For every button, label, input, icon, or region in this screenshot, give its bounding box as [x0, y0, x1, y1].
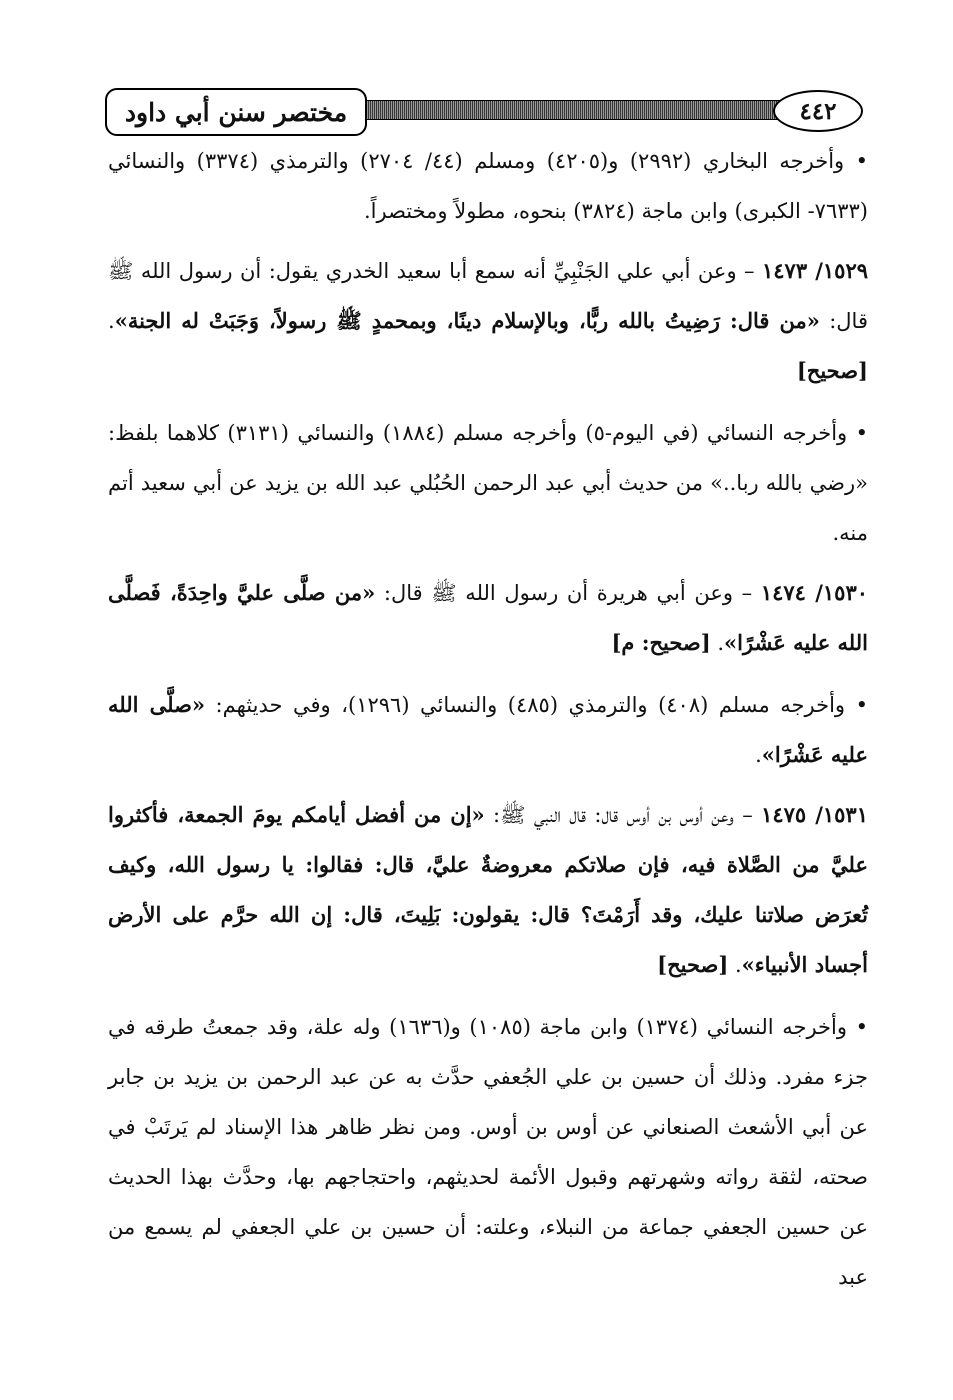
hadith-intro: – وعن أوس بن أوس قال: قال النبي ﷺ: [484, 803, 762, 827]
hadith-text: «من صلَّى عليَّ واحِدَةً، فَصلَّى الله عليه عَشْرًا» [108, 580, 868, 655]
hadith-intro: – وعن أبي هريرة أن رسول الله ﷺ قال: [375, 581, 761, 605]
takhrij-quote: «صلَّى الله عليه عَشْرًا» [108, 692, 868, 767]
hadith-grade: [صحيح: م] [611, 630, 711, 655]
page-number: ٤٤٢ [773, 90, 863, 132]
takhrij-paragraph [108, 408, 868, 558]
hadith-paragraph [108, 790, 868, 990]
hadith-grade: [صحيح] [796, 358, 868, 383]
hadith-end: . [108, 309, 115, 333]
takhrij-text: • وأخرجه النسائي (١٣٧٤) وابن ماجة (١٠٨٥) و(١٦٣٦) وله علة، وقد جمعتُ طرقه في جزء مفرد. وذلك أن حسين بن علي الجُعفي حدَّث به عن عبد الرحمن بن يزيد بن جابر عن أبي الأشعث الصنعاني عن أوس بن أوس. ومن نظر ظاهر هذا الإسناد لم يَرتَبْ في صحته، لثقة رواته وشهرتهم وقبول الأئمة لحديثهم، واحتجاجهم بها، وحدَّث بهذا الحديث عن حسين الجعفي جماعة من النبلاء، وعلته: أن حسين بن علي الجعفي لم يسمع من عبد [108, 1015, 869, 1289]
hadith-grade: [صحيح] [657, 952, 729, 977]
hadith-end: . [728, 953, 742, 977]
hadith-paragraph [108, 246, 868, 396]
takhrij-text: • وأخرجه مسلم (٤٠٨) والترمذي (٤٨٥) والنسائي (١٢٩٦)، وفي حديثهم: [205, 693, 868, 717]
hadith-paragraph [108, 568, 868, 668]
page-header [105, 88, 875, 136]
takhrij-end: . [755, 743, 762, 767]
hadith-number: ١٥٣١/ ١٤٧٥ [761, 802, 868, 827]
page-body [108, 136, 868, 1312]
takhrij-text: • وأخرجه النسائي (في اليوم-٥) وأخرجه مسلم (١٨٨٤) والنسائي (٣١٣١) كلاهما بلفظ: «رضي بالله ربا..» من حديث أبي عبد الرحمن الحُبُلي عبد الله بن يزيد عن أبي سعيد أتم منه. [108, 421, 868, 545]
hadith-text: «إن من أفضل أيامكم يومَ الجمعة، فأكثروا عليَّ من الصَّلاة فيه، فإن صلاتكم معروضةٌ عليَّ، قال: فقالوا: يا رسول الله، وكيف تُعرَض صلاتنا عليك، وقد أَرَمْتَ؟ قال: يقولون: بَلِيتَ، قال: إن الله حرَّم على الأرض أجساد الأنبياء» [108, 802, 868, 977]
takhrij-text: • وأخرجه البخاري (٢٩٩٢) و(٤٢٠٥) ومسلم (٤٤/ ٢٧٠٤) والترمذي (٣٣٧٤) والنسائي (٧٦٣٣- الكبرى) وابن ماجة (٣٨٢٤) بنحوه، مطولاً ومختصراً. [108, 149, 869, 223]
hadith-number: ١٥٣٠/ ١٤٧٤ [760, 580, 869, 605]
takhrij-paragraph [108, 136, 868, 236]
header-rule [350, 100, 835, 120]
book-title: مختصر سنن أبي داود [105, 88, 367, 136]
takhrij-paragraph [108, 1002, 868, 1302]
hadith-end: . [710, 631, 725, 655]
hadith-intro: – وعن أبي علي الجَنْبِيِّ أنه سمع أبا سعيد الخدري يقول: أن رسول الله ﷺ قال: [108, 259, 868, 333]
hadith-text: «من قال: رَضِيتُ بالله ربًّا، وبالإسلام دينًا، وبمحمدٍ ﷺ رسولاً، وَجَبَتْ له الجنة» [114, 308, 820, 333]
takhrij-paragraph [108, 680, 868, 780]
hadith-number: ١٥٢٩/ ١٤٧٣ [762, 258, 869, 283]
